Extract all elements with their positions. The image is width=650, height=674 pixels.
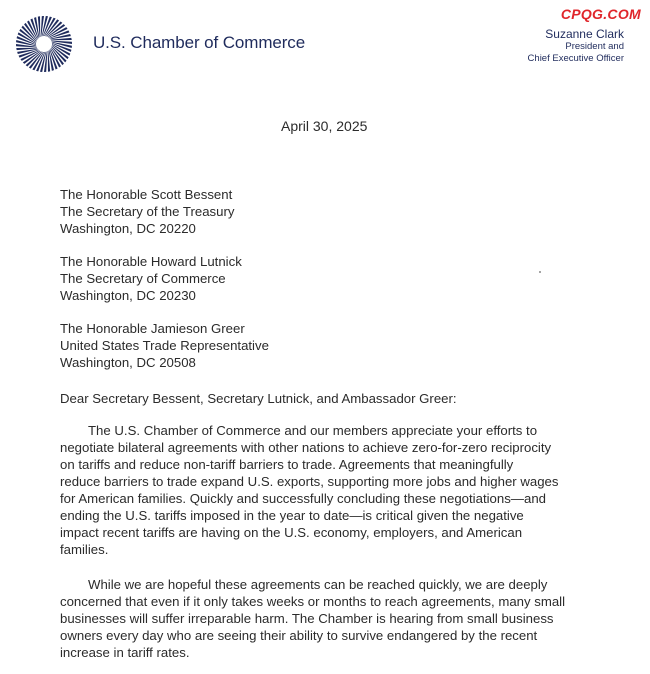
paragraph-line: on tariffs and reduce non-tariff barriers to trade. Agreements that meaningfully (60, 457, 514, 472)
salutation: Dear Secretary Bessent, Secretary Lutnick, and Ambassador Greer: (60, 391, 457, 406)
sender-name: Suzanne Clark (545, 27, 624, 41)
recipient-location: Washington, DC 20508 (60, 355, 196, 370)
recipient-title: The Secretary of the Treasury (60, 204, 235, 219)
recipient-location: Washington, DC 20230 (60, 288, 196, 303)
paragraph-line: concerned that even if it only takes weeks or months to reach agreements, many small (60, 594, 566, 609)
paragraph-line: businesses will suffer irreparable harm. The Chamber is hearing from small business (60, 611, 554, 626)
sender-title-line2: Chief Executive Officer (527, 53, 624, 64)
paragraph-line: negotiate bilateral agreements with other nations to achieve zero-for-zero reciprocity (60, 440, 552, 455)
recipient-name: The Honorable Scott Bessent (60, 187, 233, 202)
recipient-name: The Honorable Howard Lutnick (60, 254, 242, 269)
recipient-title: The Secretary of Commerce (60, 271, 226, 286)
body-paragraph (60, 422, 620, 558)
paragraph-line: families. (60, 542, 109, 557)
recipient-address (60, 186, 234, 237)
sender-block (528, 24, 624, 65)
sunburst-logo-icon (14, 14, 74, 74)
recipient-name: The Honorable Jamieson Greer (60, 321, 245, 336)
paragraph-line: impact recent tariffs are having on the U.S. economy, employers, and American (60, 525, 523, 540)
scan-speck (539, 271, 541, 273)
paragraph-line: The U.S. Chamber of Commerce and our members appreciate your efforts to (88, 423, 538, 438)
paragraph-line: owners every day who are seeing their ability to survive endangered by the recent (60, 628, 538, 643)
organization-name: U.S. Chamber of Commerce (93, 33, 306, 52)
paragraph-line: ending the U.S. tariffs imposed in the year to date—is critical given the negative (60, 508, 524, 523)
letter-date: April 30, 2025 (281, 118, 368, 134)
watermark: CPQG.COM (560, 6, 641, 22)
paragraph-line: While we are hopeful these agreements can be reached quickly, we are deeply (88, 577, 548, 592)
recipient-address (60, 253, 242, 304)
recipient-title: United States Trade Representative (60, 338, 269, 353)
recipient-location: Washington, DC 20220 (60, 221, 196, 236)
paragraph-line: increase in tariff rates. (60, 645, 190, 660)
sender-title-line1: President and (565, 41, 624, 52)
recipient-address (60, 320, 269, 371)
paragraph-line: for American families. Quickly and successfully concluding these negotiations—and (60, 491, 546, 506)
body-paragraph (60, 576, 620, 661)
paragraph-line: reduce barriers to trade expand U.S. exports, supporting more jobs and higher wages (60, 474, 559, 489)
